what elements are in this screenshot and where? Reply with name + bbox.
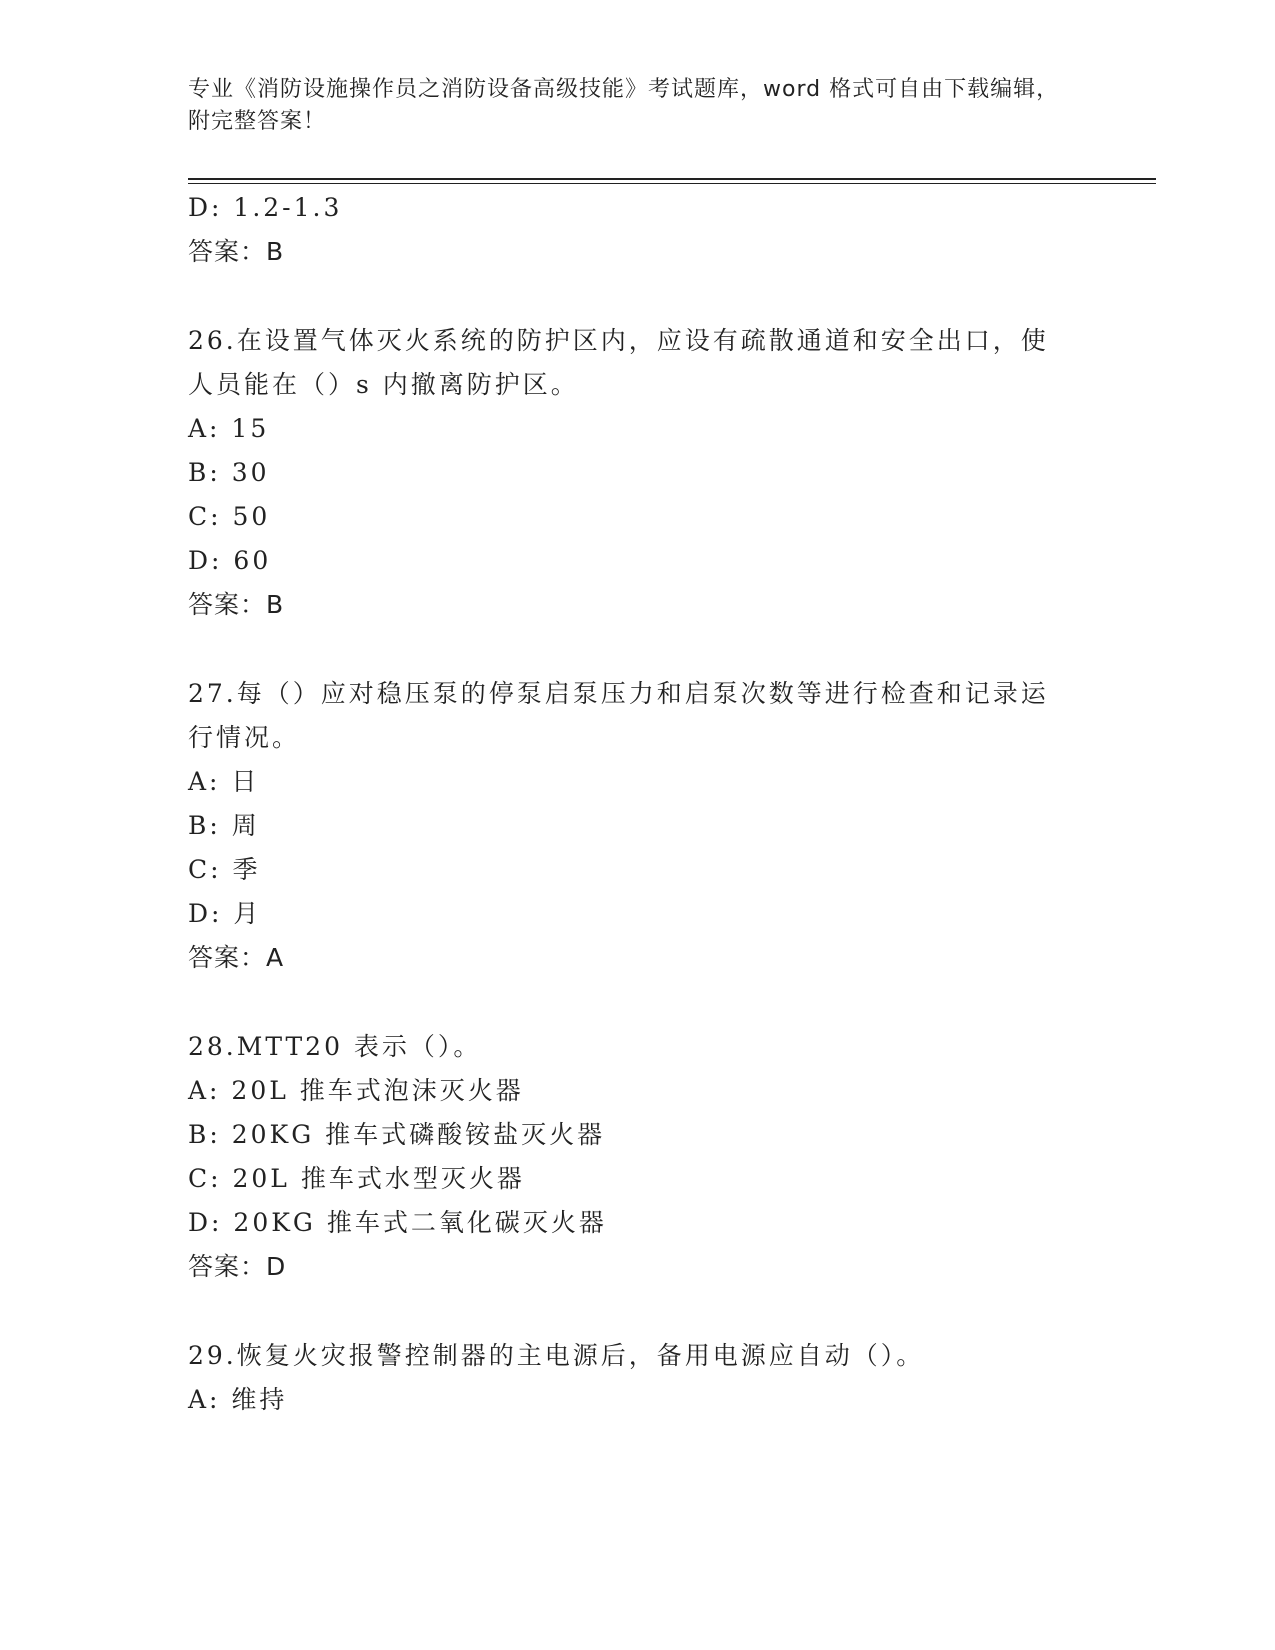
header-rule: [188, 178, 1156, 180]
question-29-option-a: A: 维持: [188, 1385, 288, 1414]
document-header: 专业《消防设施操作员之消防设备高级技能》考试题库，word 格式可自由下载编辑，附完整答案！: [188, 77, 1060, 134]
question-26-option-c: C: 50: [188, 502, 271, 531]
question-27-option-b: B: 周: [188, 811, 260, 840]
question-26-text: 26.在设置气体灭火系统的防护区内，应设有疏散通道和安全出口，使: [188, 326, 1049, 355]
question-27-option-d: D: 月: [188, 899, 262, 928]
answer: 答案：B: [188, 237, 285, 266]
question-29-text: 29.恢复火灾报警控制器的主电源后，备用电源应自动（）。: [188, 1341, 925, 1370]
question-26-text-cont: 人员能在（）s 内撤离防护区。: [188, 370, 579, 399]
question-28-answer: 答案：D: [188, 1252, 287, 1281]
question-28-text: 28.MTT20 表示（）。: [188, 1032, 482, 1061]
question-28-option-b: B: 20KG 推车式磷酸铵盐灭火器: [188, 1120, 606, 1149]
question-27-answer: 答案：A: [188, 943, 285, 972]
question-27-text: 27.每（）应对稳压泵的停泵启泵压力和启泵次数等进行检查和记录运: [188, 679, 1049, 708]
question-26-option-d: D: 60: [188, 546, 272, 575]
question-28-option-c: C: 20L 推车式水型灭火器: [188, 1164, 525, 1193]
question-28-option-d: D: 20KG 推车式二氧化碳灭火器: [188, 1208, 607, 1237]
question-27-option-a: A: 日: [188, 767, 260, 796]
question-28-option-a: A: 20L 推车式泡沫灭火器: [188, 1076, 524, 1105]
question-26-answer: 答案：B: [188, 590, 285, 619]
header-rule-thin: [188, 183, 1156, 184]
question-27-text-cont: 行情况。: [188, 723, 301, 752]
option-d: D: 1.2-1.3: [188, 193, 343, 222]
question-26-option-b: B: 30: [188, 458, 270, 487]
question-26-option-a: A: 15: [188, 414, 270, 443]
question-27-option-c: C: 季: [188, 855, 261, 884]
